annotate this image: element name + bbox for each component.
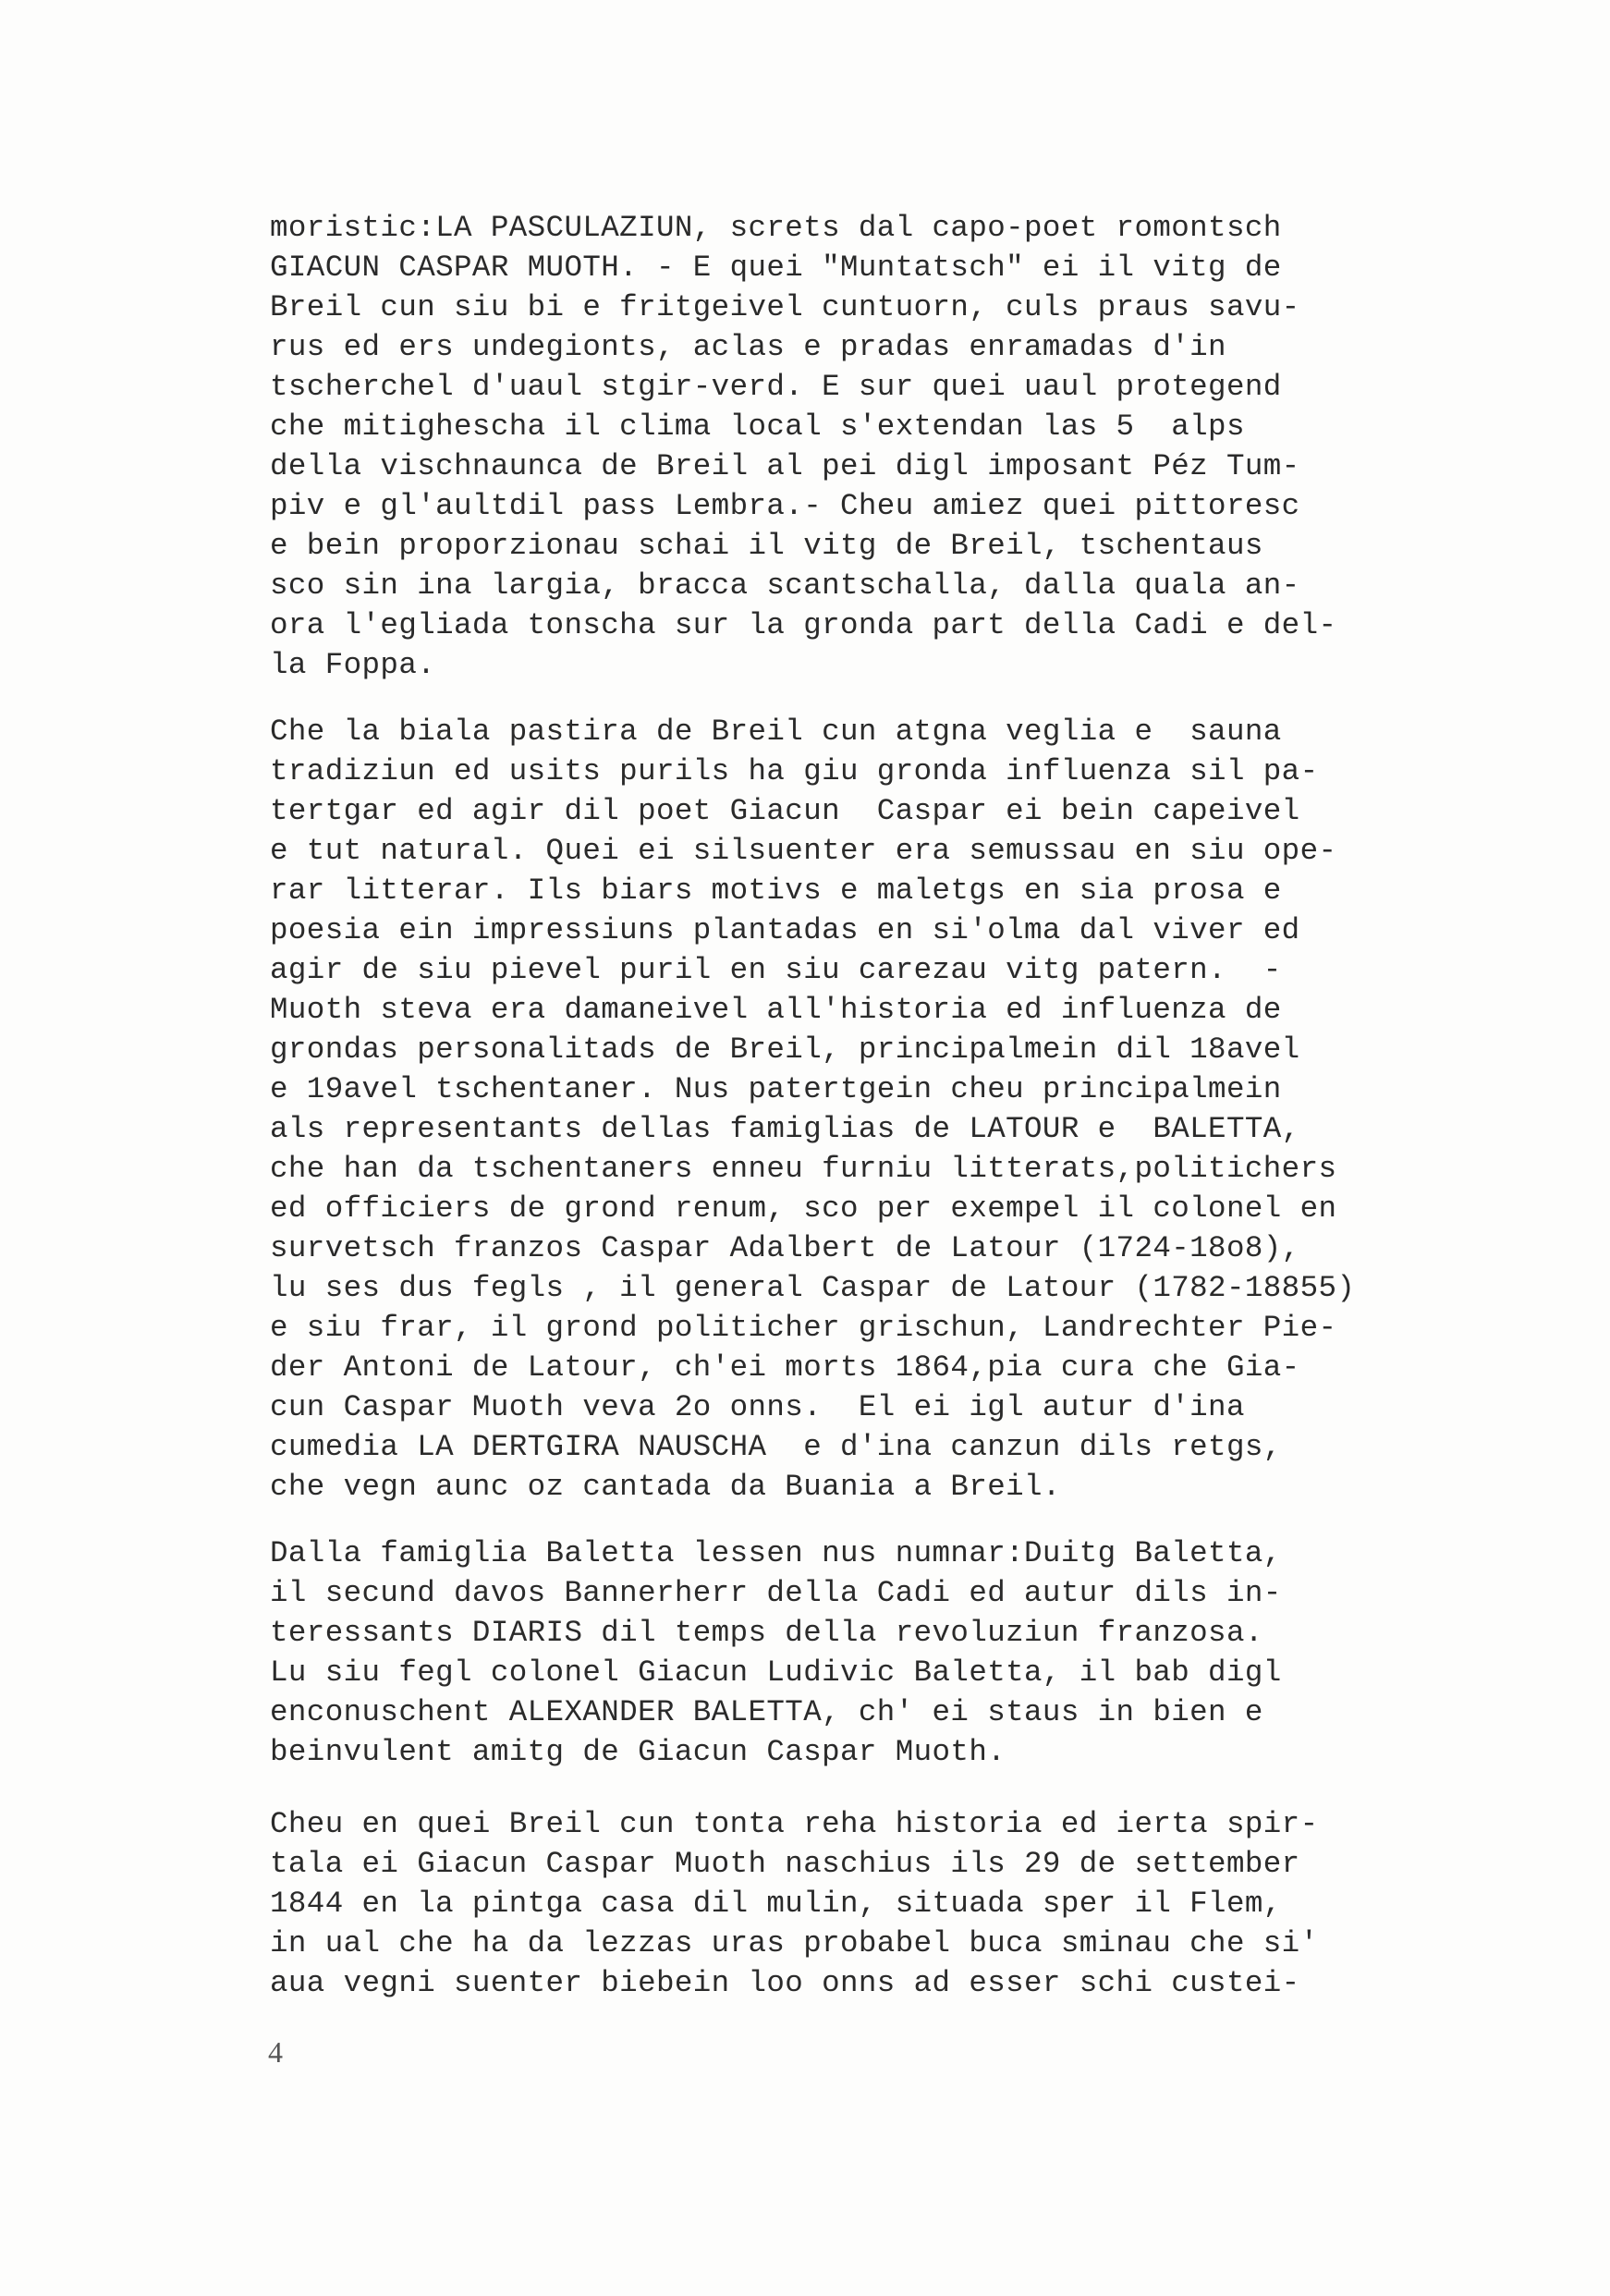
text-line: Cheu en quei Breil cun tonta reha historia ed ierta spir- — [270, 1807, 1319, 1841]
paragraph-2 — [270, 712, 1471, 1507]
text-line: la Foppa. — [270, 648, 436, 682]
text-line: beinvulent amitg de Giacun Caspar Muoth. — [270, 1735, 1006, 1769]
page-number: 4 — [268, 2035, 283, 2069]
text-line: Muoth steva era damaneivel all'historia ed influenza de — [270, 993, 1282, 1027]
text-line: agir de siu pievel puril en siu carezau vitg patern. - — [270, 953, 1282, 987]
text-line: tala ei Giacun Caspar Muoth naschius ils 29 de settember — [270, 1847, 1300, 1881]
text-line: Lu siu fegl colonel Giacun Ludivic Baletta, il bab digl — [270, 1655, 1282, 1690]
text-line: Dalla famiglia Baletta lessen nus numnar:Duitg Baletta, — [270, 1536, 1282, 1570]
text-line: 1844 en la pintga casa dil mulin, situada sper il Flem, — [270, 1887, 1282, 1921]
text-line: ora l'egliada tonscha sur la gronda part della Cadi e del- — [270, 608, 1337, 642]
text-line: grondas personalitads de Breil, principalmein dil 18avel — [270, 1032, 1300, 1067]
text-line: che mitighescha il clima local s'extendan las 5 alps — [270, 409, 1245, 444]
text-line: che vegn aunc oz cantada da Buania a Breil. — [270, 1470, 1061, 1504]
text-line: e tut natural. Quei ei silsuenter era semussau en siu ope- — [270, 834, 1337, 868]
text-line: moristic:LA PASCULAZIUN, screts dal capo-poet romontsch — [270, 211, 1282, 245]
text-line: survetsch franzos Caspar Adalbert de Latour (1724-18o8), — [270, 1231, 1300, 1265]
text-line: teressants DIARIS dil temps della revoluziun franzosa. — [270, 1616, 1263, 1650]
text-line: in ual che ha da lezzas uras probabel buca sminau che si' — [270, 1926, 1319, 1960]
text-line: sco sin ina largia, bracca scantschalla, dalla quala an- — [270, 568, 1300, 603]
text-line: Che la biala pastira de Breil cun atgna veglia e sauna — [270, 714, 1282, 749]
text-line: cun Caspar Muoth veva 2o onns. El ei igl autur d'ina — [270, 1390, 1245, 1424]
text-line: piv e gl'aultdil pass Lembra.- Cheu amiez quei pittoresc — [270, 489, 1300, 523]
text-line: della vischnaunca de Breil al pei digl imposant Péz Tum- — [270, 449, 1300, 483]
text-line: Breil cun siu bi e fritgeivel cuntuorn, culs praus savu- — [270, 290, 1300, 324]
text-line: che han da tschentaners enneu furniu litterats,politichers — [270, 1152, 1337, 1186]
paragraph-4 — [270, 1804, 1471, 2003]
text-line: ed officiers de grond renum, sco per exempel il colonel en — [270, 1191, 1337, 1226]
text-line: aua vegni suenter biebein loo onns ad esser schi custei- — [270, 1966, 1300, 2000]
text-line: enconuschent ALEXANDER BALETTA, ch' ei staus in bien e — [270, 1695, 1263, 1729]
text-line: il secund davos Bannerherr della Cadi ed autur dils in- — [270, 1576, 1282, 1610]
text-line: tscherchel d'uaul stgir-verd. E sur quei uaul protegend — [270, 370, 1282, 404]
text-line: e 19avel tschentaner. Nus patertgein cheu principalmein — [270, 1072, 1282, 1106]
text-line: als representants dellas famiglias de LATOUR e BALETTA, — [270, 1112, 1300, 1146]
text-line: cumedia LA DERTGIRA NAUSCHA e d'ina canzun dils retgs, — [270, 1430, 1282, 1464]
paragraph-3 — [270, 1533, 1471, 1772]
text-line: tertgar ed agir dil poet Giacun Caspar ei bein capeivel — [270, 794, 1300, 828]
text-line: poesia ein impressiuns plantadas en si'olma dal viver ed — [270, 913, 1300, 947]
text-line: rus ed ers undegionts, aclas e pradas enramadas d'in — [270, 330, 1226, 364]
text-line: e bein proporzionau schai il vitg de Breil, tschentaus — [270, 529, 1263, 563]
text-line: GIACUN CASPAR MUOTH. - E quei "Muntatsch" ei il vitg de — [270, 250, 1282, 285]
paragraph-1 — [270, 208, 1471, 685]
text-line: der Antoni de Latour, ch'ei morts 1864,pia cura che Gia- — [270, 1350, 1300, 1385]
text-line: e siu frar, il grond politicher grischun, Landrechter Pie- — [270, 1311, 1337, 1345]
text-line: rar litterar. Ils biars motivs e maletgs en sia prosa e — [270, 873, 1282, 908]
text-line: lu ses dus fegls , il general Caspar de Latour (1782-18855) — [270, 1271, 1356, 1305]
text-line: tradiziun ed usits purils ha giu gronda influenza sil pa- — [270, 754, 1319, 788]
